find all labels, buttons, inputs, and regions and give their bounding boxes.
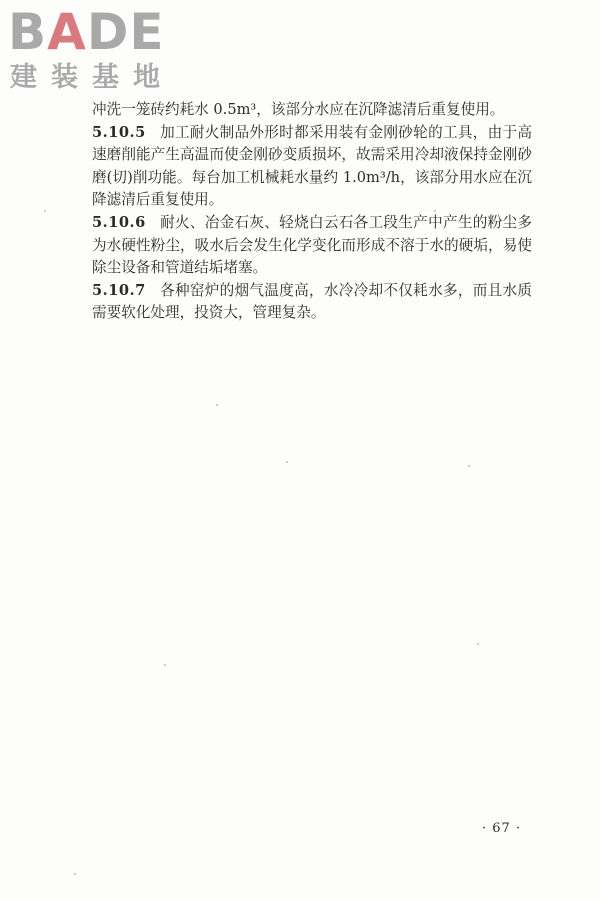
document-body [92,99,532,325]
scan-speck [74,873,76,875]
logo-wordmark: BADE [8,3,165,61]
scan-speck [286,461,288,463]
clause-5-10-7 [92,280,532,325]
paragraph-text: 冲洗一笼砖约耗水 0.5m³，该部分水应在沉降滤清后重复使用。 [92,101,505,118]
scan-speck [434,210,436,212]
paragraph-text: 加工耐火制品外形时都采用装有金刚砂轮的工具，由于高速磨削能产生高温而使金刚砂变质损坏，故需采用冷却液保持金刚砂磨(切)削功能。每台加工机械耗水量约 1.0m³/h，该部分用水应在沉降滤清后重复使用。 [92,123,532,209]
paragraph-text: 各种窑炉的烟气温度高，水冷冷却不仅耗水多，而且水质需要软化处理，投资大，管理复杂。 [92,281,532,322]
clause-number: 5.10.6 [92,213,146,231]
scan-speck [44,210,46,212]
page-number: · 67 · [482,821,522,836]
clause-number: 5.10.7 [92,281,146,299]
paragraph-text: 耐火、冶金石灰、轻烧白云石各工段生产中产生的粉尘多为水硬性粉尘，吸水后会发生化学变化而形成不溶于水的硬垢，易使除尘设备和管道结垢堵塞。 [92,213,532,277]
paragraph-continuation [92,99,532,122]
scan-speck [477,643,479,645]
bade-logo [8,4,178,96]
clause-5-10-5 [92,122,532,212]
scan-speck [468,465,470,467]
scan-speck [164,664,166,666]
clause-5-10-6 [92,212,532,280]
logo-subtitle: 建装基地 [10,62,174,93]
scan-speck [216,404,218,406]
clause-number: 5.10.5 [92,123,146,141]
